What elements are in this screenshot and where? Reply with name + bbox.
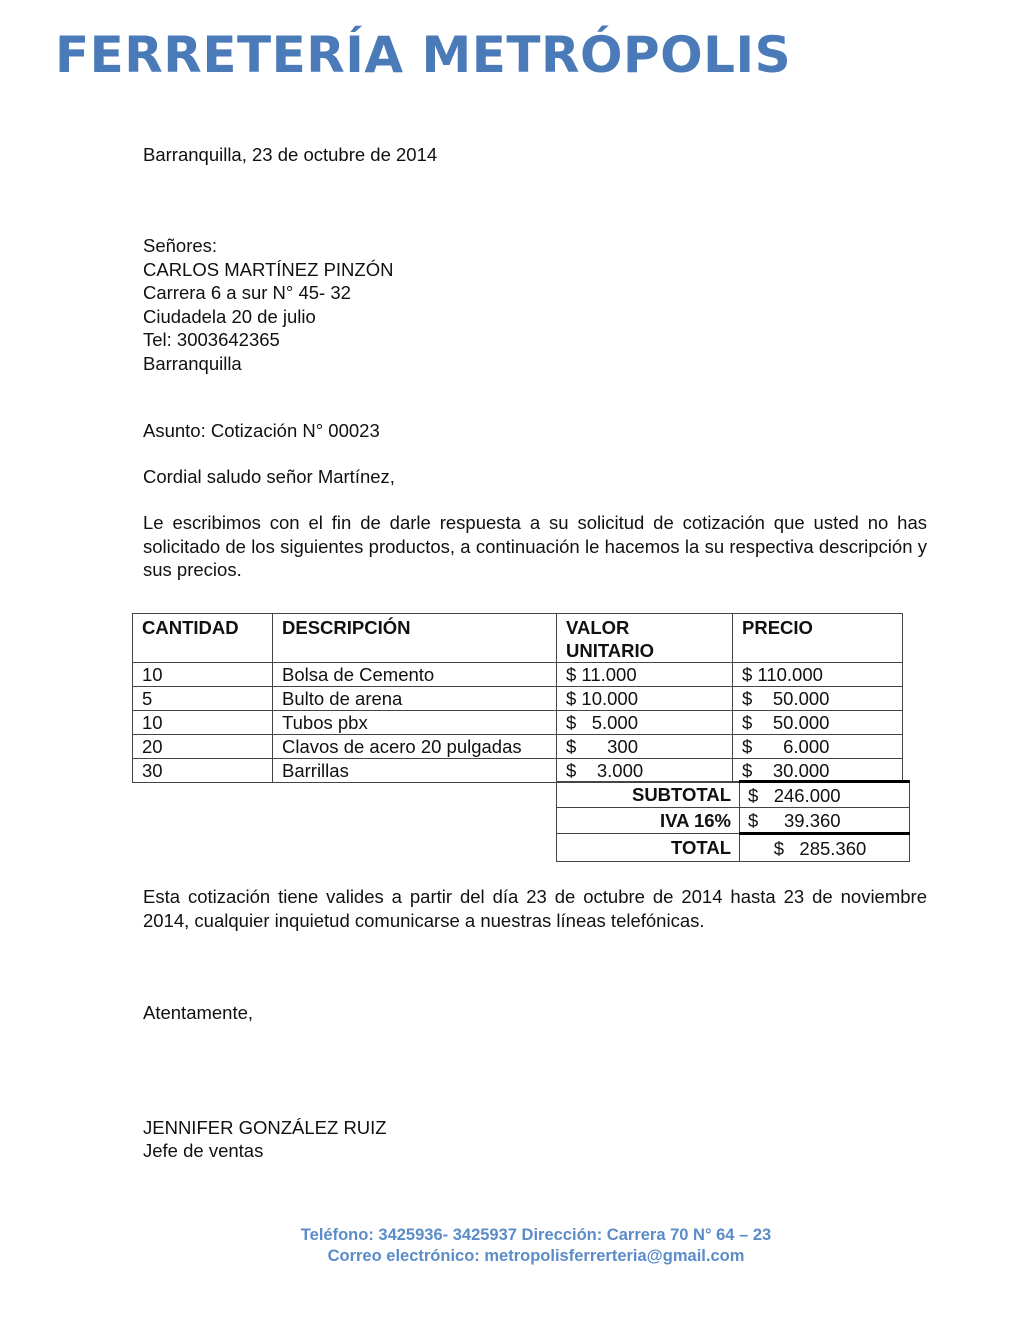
quote-table: [132, 613, 903, 783]
iva-label: IVA 16%: [557, 808, 740, 834]
signer-name: JENNIFER GONZÁLEZ RUIZ: [143, 1117, 387, 1138]
header-quantity: CANTIDAD: [133, 614, 273, 663]
table-header-row: [133, 614, 903, 663]
cell-unit-value: $ 10.000: [566, 688, 639, 709]
cell-unit-value: $ 11.000: [566, 664, 637, 685]
total-value: $ 285.360: [748, 837, 867, 859]
recipient-address: Carrera 6 a sur N° 45- 32: [143, 282, 351, 303]
cell-unit-value: $ 300: [566, 736, 638, 757]
table-row: [133, 759, 903, 783]
header-unit-value-line1: VALOR: [566, 617, 630, 638]
date-line: Barranquilla, 23 de octubre de 2014: [143, 144, 438, 165]
iva-row: [557, 808, 910, 834]
signer-title: Jefe de ventas: [143, 1140, 264, 1161]
closing: Atentamente,: [143, 1002, 254, 1023]
cell-quantity: 10: [133, 663, 273, 687]
recipient-neighborhood: Ciudadela 20 de julio: [143, 305, 316, 327]
cell-quantity: 30: [133, 759, 273, 783]
table-row: [133, 711, 903, 735]
recipient-block: [143, 234, 393, 375]
cell-price: $ 50.000: [742, 688, 830, 709]
table-row: [133, 663, 903, 687]
subtotal-value: $ 246.000: [748, 784, 841, 806]
recipient-name: CARLOS MARTÍNEZ PINZÓN: [143, 258, 394, 280]
subject-line: Asunto: Cotización N° 00023: [143, 420, 380, 441]
footer-email-line: Correo electrónico: metropolisferrerteria@gmail.com: [327, 1247, 745, 1265]
cell-unit-value: $ 5.000: [566, 712, 639, 733]
cell-description: Bulto de arena: [273, 687, 557, 711]
header-price: PRECIO: [733, 614, 903, 663]
recipient-city: Barranquilla: [143, 352, 242, 374]
cell-quantity: 10: [133, 711, 273, 735]
total-row: [557, 834, 910, 862]
subtotal-row: [557, 782, 910, 808]
total-label: TOTAL: [557, 834, 740, 862]
intro-paragraph: Le escribimos con el fin de darle respuesta a su solicitud de cotización que usted no has solicitado de los siguientes productos, a continuación le hacemos la su respectiva descripción y sus precios.: [143, 512, 927, 580]
totals-table: [556, 780, 910, 862]
header-unit-value-line2: UNITARIO: [566, 640, 655, 661]
cell-price: $ 110.000: [742, 664, 823, 685]
company-name: FERRETERÍA METRÓPOLIS: [55, 26, 792, 84]
header-description: DESCRIPCIÓN: [273, 614, 557, 663]
cell-description: Clavos de acero 20 pulgadas: [273, 735, 557, 759]
cell-quantity: 20: [133, 735, 273, 759]
cell-price: $ 30.000: [742, 760, 830, 781]
cell-price: $ 50.000: [742, 712, 830, 733]
recipient-phone: Tel: 3003642365: [143, 329, 280, 350]
cell-quantity: 5: [133, 687, 273, 711]
header-unit-value: [557, 614, 733, 663]
iva-value: $ 39.360: [748, 809, 841, 831]
recipient-salutation: Señores:: [143, 235, 218, 256]
cell-description: Bolsa de Cemento: [273, 663, 557, 687]
footer-contact-line: Teléfono: 3425936- 3425937 Dirección: Carrera 70 N° 64 – 23: [300, 1226, 772, 1244]
table-row: [133, 735, 903, 759]
greeting: Cordial saludo señor Martínez,: [143, 466, 395, 487]
table-row: [133, 687, 903, 711]
cell-price: $ 6.000: [742, 736, 830, 757]
validity-paragraph: Esta cotización tiene valides a partir del día 23 de octubre de 2014 hasta 23 de noviembre 2014, cualquier inquietud comunicarse a nuestras líneas telefónicas.: [143, 886, 927, 931]
subtotal-label: SUBTOTAL: [557, 782, 740, 808]
cell-unit-value: $ 3.000: [566, 760, 644, 781]
cell-description: Barrillas: [273, 759, 557, 783]
cell-description: Tubos pbx: [273, 711, 557, 735]
